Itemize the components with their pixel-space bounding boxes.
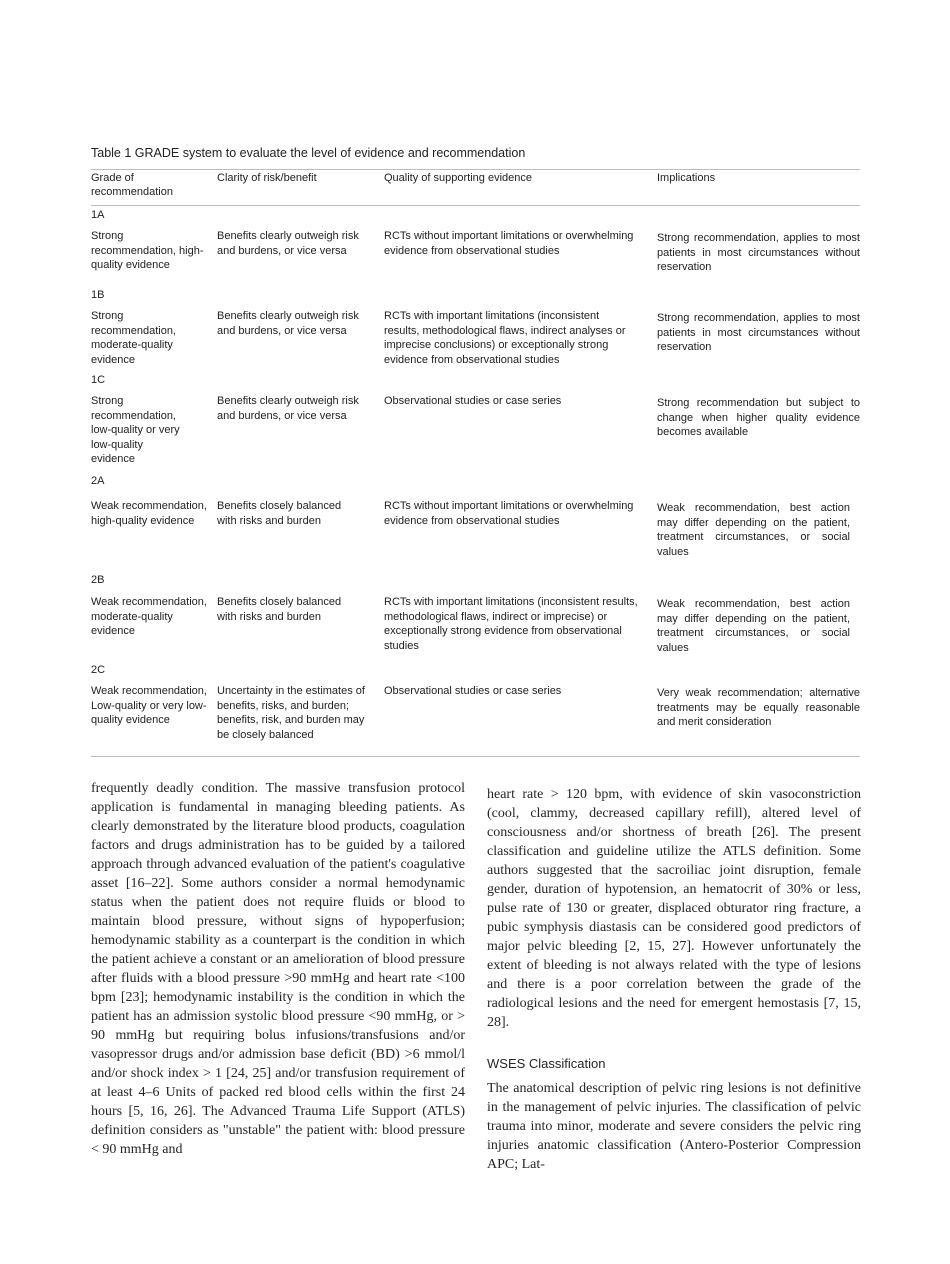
grade-code-1c: 1C [91, 374, 106, 386]
cell-implications: Strong recommendation, applies to most patients in most circumstances without reservation [657, 232, 860, 273]
grade-code-1a: 1A [91, 209, 105, 221]
grade-code-2c: 2C [91, 664, 106, 676]
cell-clarity: Benefits clearly outweigh risk and burdens, or vice versa [217, 310, 359, 337]
body-paragraph: heart rate > 120 bpm, with evidence of skin vasoconstriction (cool, clammy, decreased capillary refill), altered level of consciousness and/or shortness of breath [26]. The present classification and guideline utilize the ATLS definition. Some authors suggested that the sacroiliac joint disruption, female gender, duration of hypotension, an hematocrit of 30% or less, pulse rate of 130 or greater, displaced obturator ring fracture, a pubic symphysis diastasis can be considered good predictors of major pelvic bleeding [2, 15, 27]. However unfortunately the extent of bleeding is not always related with the type of lesions and there is a poor correlation between the grade of the radiological lesions and the need for emergent hemostasis [7, 15, 28]. [487, 787, 861, 1030]
cell-quality: Observational studies or case series [384, 395, 562, 407]
section-heading: WSES Classification [487, 1056, 606, 1071]
cell-clarity: Benefits clearly outweigh risk and burdens, or vice versa [217, 395, 359, 422]
header-quality: Quality of supporting evidence [384, 172, 532, 184]
cell-quality: RCTs with important limitations (inconsistent results, methodological flaws, indirect or imprecise) or exceptionally strong evidence from observational studies [384, 596, 638, 652]
table-row-2b [91, 589, 860, 661]
cell-quality: RCTs with important limitations (inconsistent results, methodological flaws, indirect analyses or imprecise conclusions) or exceptionally strong evidence from observational studies [384, 310, 626, 366]
cell-grade: Strong recommendation, low-quality or very low-quality evidence [91, 395, 180, 465]
cell-clarity: Uncertainty in the estimates of benefits, risks, and burden; benefits, risk, and burden may be closely balanced [217, 685, 365, 741]
cell-clarity: Benefits closely balanced with risks and burden [217, 596, 342, 623]
header-clarity: Clarity of risk/benefit [217, 172, 317, 184]
cell-grade: Weak recommendation, Low-quality or very low-quality evidence [91, 685, 207, 726]
body-column-right [487, 779, 861, 1174]
body-column-left [91, 779, 465, 1159]
table-caption: Table 1 GRADE system to evaluate the level of evidence and recommendation [91, 146, 526, 160]
cell-grade: Weak recommendation, moderate-quality evidence [91, 596, 207, 637]
cell-grade: Strong recommendation, high-quality evidence [91, 230, 204, 271]
cell-quality: RCTs without important limitations or overwhelming evidence from observational studies [384, 500, 634, 527]
cell-quality: Observational studies or case series [384, 685, 562, 697]
table-row-2a [91, 490, 860, 571]
body-paragraph: The anatomical description of pelvic ring lesions is not definitive in the management of pelvic injuries. The classification of pelvic trauma into minor, moderate and severe considers the pelvic ring injuries anatomic classification (Antero-Posterior Compression APC; Lat- [487, 1081, 861, 1172]
cell-implications: Weak recommendation, best action may differ depending on the patient, treatment circumstances, or social values [657, 598, 850, 654]
table-bottom-rule [91, 756, 860, 757]
grade-code-2b: 2B [91, 574, 105, 586]
cell-implications: Very weak recommendation; alternative treatments may be equally reasonable and merit consideration [657, 687, 860, 728]
grade-table [91, 169, 860, 757]
cell-implications: Strong recommendation but subject to change when higher quality evidence becomes available [657, 397, 860, 438]
table-row-1b [91, 304, 860, 371]
table-header-row [91, 170, 860, 205]
cell-grade: Weak recommendation, high-quality evidence [91, 500, 207, 527]
body-paragraph: frequently deadly condition. The massive transfusion protocol application is fundamental in managing bleeding patients. As clearly demonstrated by the literature blood products, coagulation factors and drugs administration has to be guided by a tailored approach through advanced evaluation of the patient's coagulative asset [16–22]. Some authors consider a normal hemodynamic status when the patient does not require fluids or blood to maintain blood pressure, without signs of hypoperfusion; hemodynamic stability as a counterpart is the condition in which the patient achieve a constant or an amelioration of blood pressure after fluids with a blood pressure >90 mmHg and heart rate <100 bpm [23]; hemodynamic instability is the condition in which the patient has an admission systolic blood pressure <90 mmHg, or > 90 mmHg but requiring bolus infusions/transfusions and/or vasopressor drugs and/or admission base deficit (BD) >6 mmol/l and/or shock index > 1 [24, 25] and/or transfusion requirement of at least 4–6 Units of packed red blood cells within the first 24 hours [5, 16, 26]. The Advanced Trauma Life Support (ATLS) definition considers as "unstable" the patient with: blood pressure < 90 mmHg and [91, 781, 465, 1157]
grade-code-2a: 2A [91, 475, 105, 487]
header-grade: Grade of recommendation [91, 172, 173, 198]
cell-implications: Weak recommendation, best action may differ depending on the patient, treatment circumstances, or social values [657, 502, 850, 558]
cell-implications: Strong recommendation, applies to most patients in most circumstances without reservation [657, 312, 860, 353]
cell-quality: RCTs without important limitations or overwhelming evidence from observational studies [384, 230, 634, 257]
cell-grade: Strong recommendation, moderate-quality evidence [91, 310, 176, 366]
table-row-1c [91, 389, 860, 472]
table-row-1a [91, 224, 860, 286]
header-implications: Implications [657, 172, 716, 184]
table-row-2c [91, 679, 860, 756]
cell-clarity: Benefits closely balanced with risks and burden [217, 500, 342, 527]
grade-code-1b: 1B [91, 289, 105, 301]
cell-clarity: Benefits clearly outweigh risk and burdens, or vice versa [217, 230, 359, 257]
